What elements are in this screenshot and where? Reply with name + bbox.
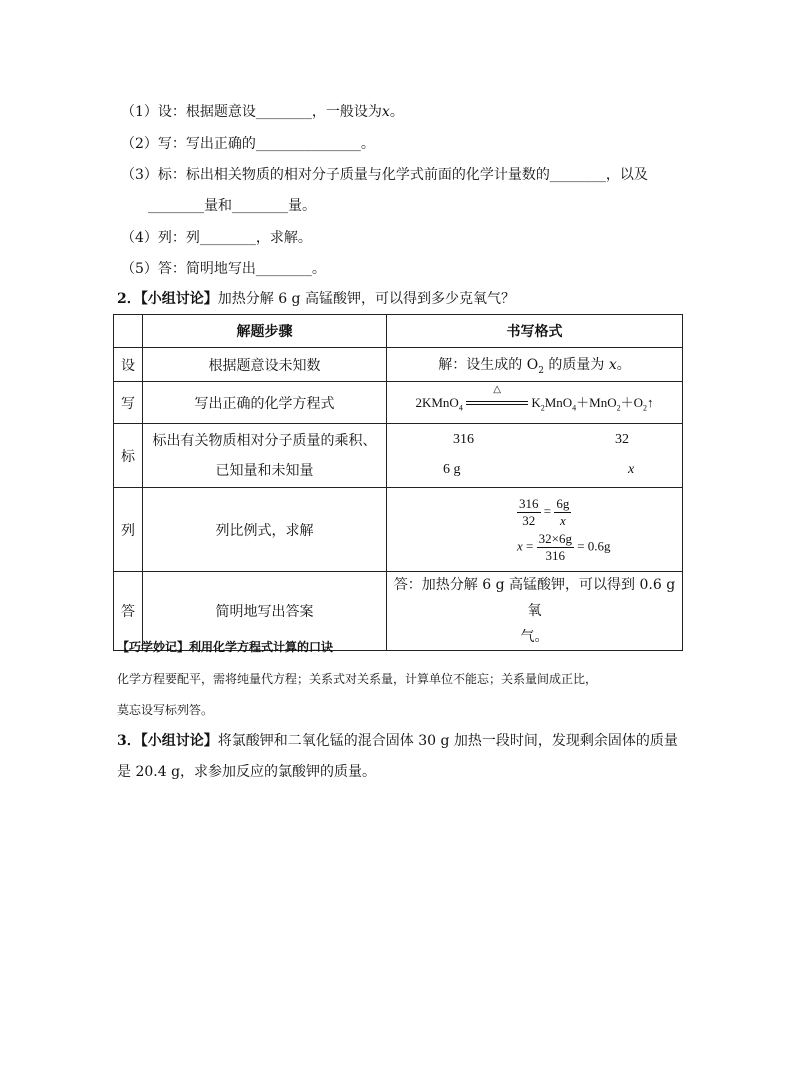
tip-line-1: 化学方程要配平，需将纯量代方程；关系式对关系量，计算单位不能忘；关系量间成正比，: [117, 672, 598, 686]
question-number: 3．: [117, 733, 141, 749]
table-row: [114, 348, 683, 382]
row-step: 根据题意设未知数: [143, 348, 387, 382]
known-mass: 6 g: [443, 462, 461, 477]
header-blank: [114, 315, 143, 348]
heat-symbol: △: [493, 384, 501, 396]
variable-x: x: [381, 104, 390, 120]
step-text: 答：简明地写出________。: [157, 261, 326, 277]
question-tag: 【小组讨论】: [140, 733, 218, 749]
unknown-mass: x: [628, 462, 635, 477]
table-row: [114, 382, 683, 424]
table-row: [114, 488, 683, 572]
step-text: 标：标出相关物质的相对分子质量与化学式前面的化学计量数的________，以及: [157, 167, 648, 183]
solution-line: x = $\frac{32\times 6g}{316}$ = 0.6g: [517, 530, 611, 563]
table-header-row: [114, 315, 683, 348]
tip-title: 【巧学妙记】利用化学方程式计算的口诀: [117, 640, 334, 654]
question-3: [117, 731, 678, 751]
molar-mass-o2: 32: [615, 432, 629, 447]
question-text: 加热分解 6 g 高锰酸钾，可以得到多少克氧气？: [217, 291, 515, 307]
tip-line-2: 莫忘设写标列答。: [117, 703, 214, 717]
step-text: ________量和________量。: [148, 198, 316, 214]
step-text: 写：写出正确的_______________。: [157, 136, 375, 152]
row-step: 写出正确的化学方程式: [143, 382, 387, 424]
step-3-continued: [148, 196, 316, 216]
question-text: 将氯酸钾和二氧化锰的混合固体 30 g 加热一段时间，发现剩余固体的质量: [217, 733, 678, 749]
solution-steps-table: [113, 314, 683, 651]
step-number: （5）: [121, 261, 158, 277]
step-1: [121, 102, 404, 122]
proportion-line: $\frac{316}{32}$ = $\frac{6g}{x}$: [519, 495, 570, 528]
question-2: [117, 289, 515, 309]
step-2: [121, 134, 375, 154]
header-format: 书写格式: [387, 315, 683, 348]
header-steps: 解题步骤: [143, 315, 387, 348]
row-label: 写: [114, 382, 143, 424]
row-step: 简明地写出答案: [143, 572, 387, 651]
proportion-formula: [387, 488, 683, 572]
row-label: 标: [114, 424, 143, 488]
row-answer: 答：加热分解 6 g 高锰酸钾，可以得到 0.6 g 氧 气。: [387, 572, 683, 651]
fraction: $\frac{32\times 6g}{316}$: [538, 530, 572, 563]
step-number: （3）: [121, 167, 158, 183]
step-5: [121, 259, 326, 279]
table-row: [114, 424, 683, 488]
step-4: [121, 228, 312, 248]
row-step: 列比例式，求解: [143, 488, 387, 572]
molar-mass-kmno4: 316: [453, 432, 474, 447]
step-text-end: 。: [389, 104, 404, 120]
step-text: 设：根据题意设________，一般设为: [157, 104, 382, 120]
question-3-continued: 是 20.4 g，求参加反应的氯酸钾的质量。: [117, 764, 377, 780]
row-label: 设: [114, 348, 143, 382]
reaction-arrow-heat: [466, 384, 528, 410]
row-step: 标出有关物质相对分子质量的乘积、 已知量和未知量: [143, 424, 387, 488]
row-format: 解：设生成的 $O_2$ 的质量为 x。: [387, 348, 683, 382]
fraction: $\frac{316}{32}$: [519, 495, 539, 528]
step-number: （1）: [121, 104, 158, 120]
step-3: [121, 165, 648, 185]
row-label: 列: [114, 488, 143, 572]
step-text: 列：列________，求解。: [157, 230, 312, 246]
step-number: （4）: [121, 230, 158, 246]
chemical-equation: 2KMnO$_4$ △ $K_2MnO_4+MnO_2+O_2↑$: [387, 382, 683, 424]
question-number: 2．: [117, 291, 141, 307]
step-number: （2）: [121, 136, 158, 152]
question-tag: 【小组讨论】: [140, 291, 218, 307]
fraction: $\frac{6g}{x}$: [556, 495, 570, 528]
row-label: 答: [114, 572, 143, 651]
row-format-marks: [387, 424, 683, 488]
